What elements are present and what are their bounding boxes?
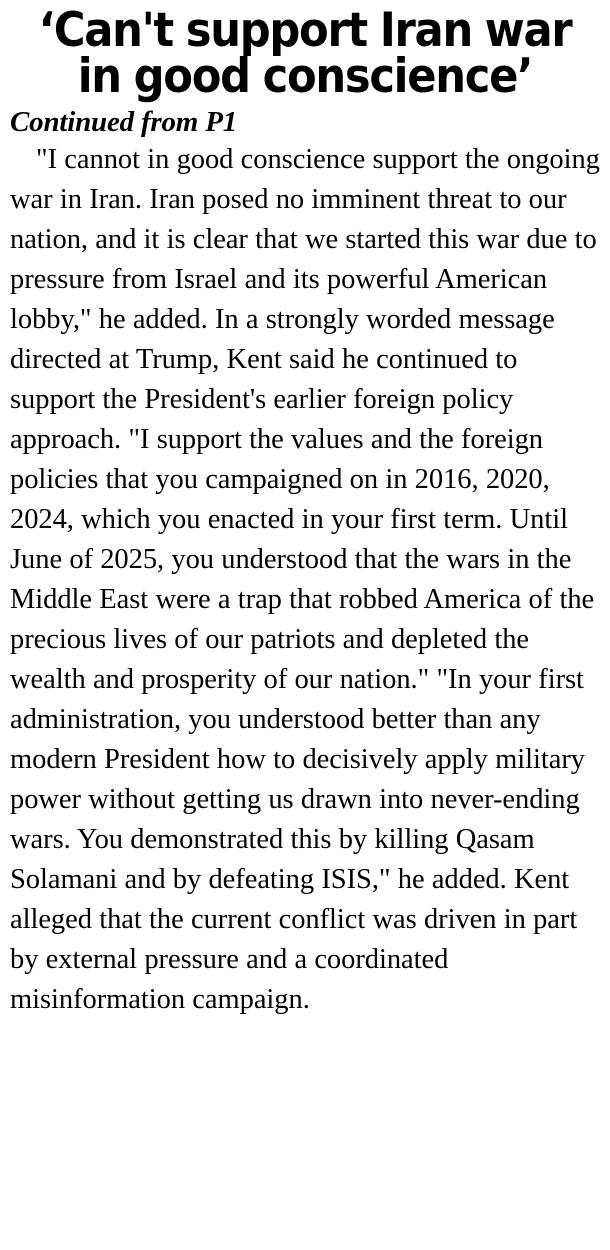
page-title: ‘Can't support Iran war in good conscience’: [38, 3, 572, 104]
article-body: [10, 140, 600, 1020]
article-body-text: "I cannot in good conscience support the ongoing war in Iran. Iran posed no imminent threat to our nation, and it is clear that we started this war due to pressure from Israel and its powerful American lobby," he added. In a strongly worded message directed at Trump, Kent said he continued to support the President's earlier foreign policy approach. "I support the values and the foreign policies that you campaigned on in 2016, 2020, 2024, which you enacted in your first term. Until June of 2025, you understood that the wars in the Middle East were a trap that robbed America of the precious lives of our patriots and depleted the wealth and prosperity of our nation." "In your first administration, you understood better than any modern President how to decisively apply military power without getting us drawn into never-ending wars. You demonstrated this by killing Qasam Solamani and by defeating ISIS," he added. Kent alleged that the current conflict was driven in part by external pressure and a coordinated misinformation campaign.: [10, 143, 600, 1015]
continued-from-label: Continued from P1: [10, 106, 238, 139]
